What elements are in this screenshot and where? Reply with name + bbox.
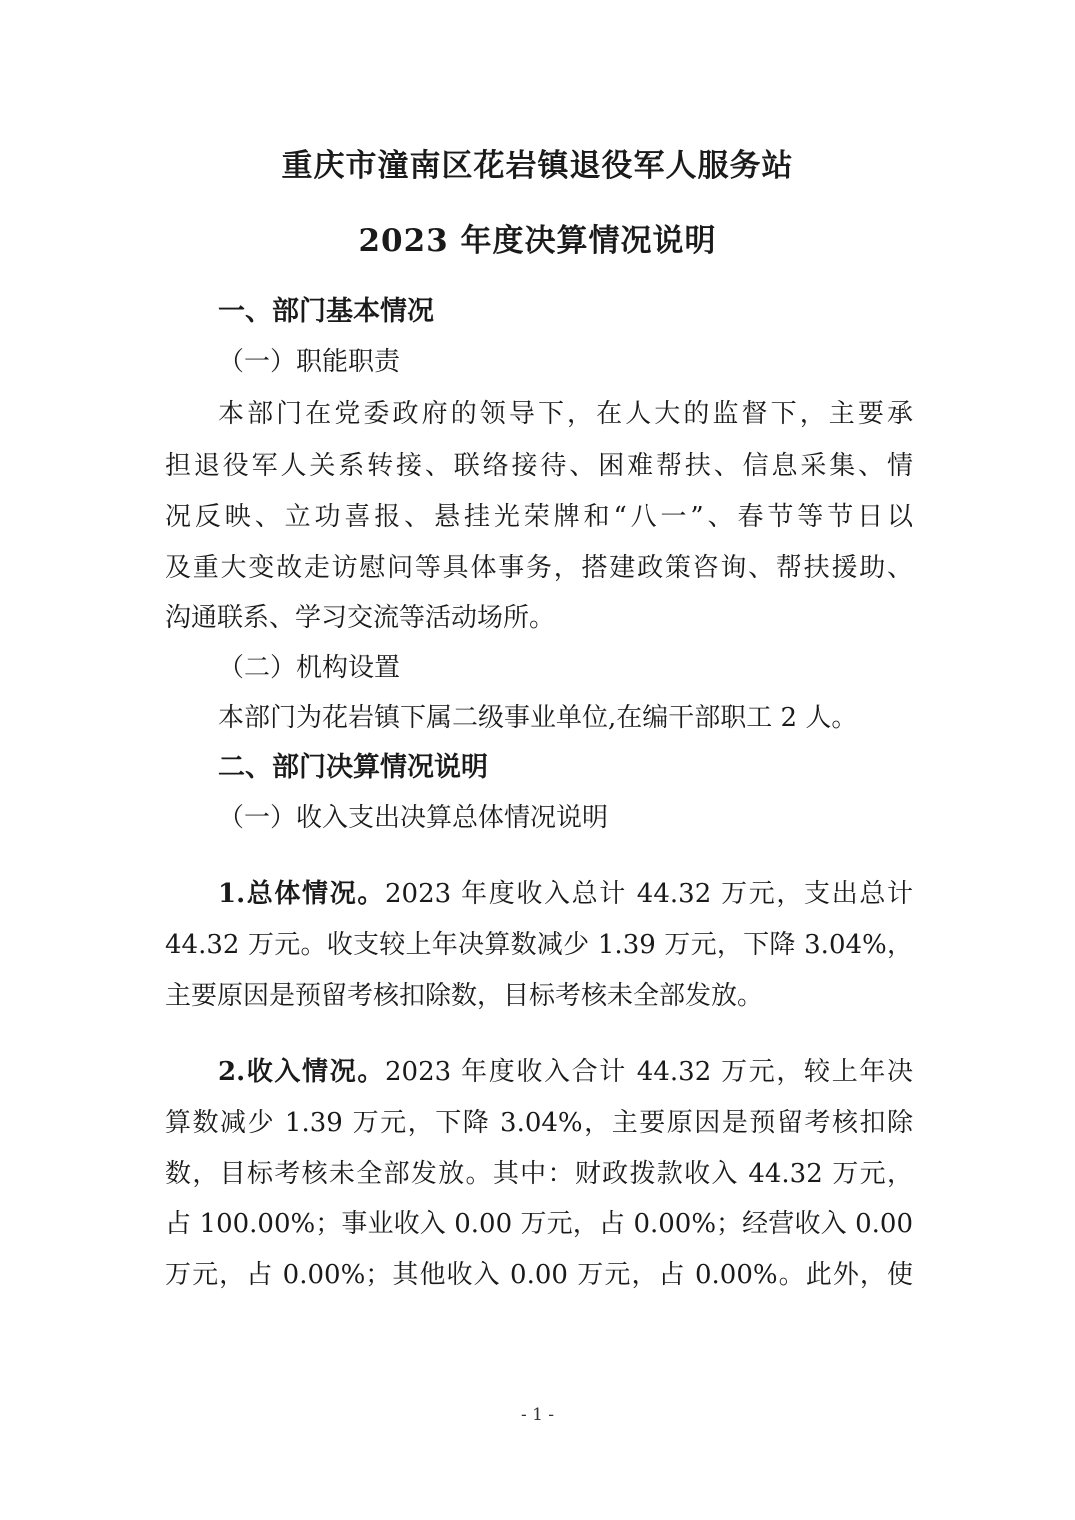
section1-heading: 一、部门基本情况 — [218, 296, 434, 327]
paragraph-line: 本部门在党委政府的领导下，在人大的监督下，主要承 — [218, 399, 913, 429]
section2-sub1-heading: （一）收入支出决算总体情况说明 — [218, 803, 609, 833]
document-title-line2: 2023 年度决算情况说明 — [358, 223, 717, 259]
section1-sub1-heading: （一）职能职责 — [218, 347, 401, 377]
item1-label: 1.总体情况。 — [218, 879, 385, 909]
paragraph-line — [218, 1055, 913, 1089]
paragraph-line: 本部门为花岩镇下属二级事业单位,在编干部职工 2 人。 — [218, 703, 858, 733]
paragraph-line: 及重大变故走访慰问等具体事务，搭建政策咨询、帮扶援助、 — [165, 553, 913, 583]
paragraph-line: 算数减少 1.39 万元，下降 3.04%，主要原因是预留考核扣除 — [165, 1108, 913, 1138]
item2-label: 2.收入情况。 — [218, 1057, 385, 1087]
section1-sub2-heading: （二）机构设置 — [218, 653, 401, 683]
paragraph-line: 44.32 万元。收支较上年决算数减少 1.39 万元，下降 3.04%， — [165, 930, 913, 960]
document-title-line1: 重庆市潼南区花岩镇退役军人服务站 — [281, 148, 794, 184]
paragraph-line: 主要原因是预留考核扣除数，目标考核未全部发放。 — [165, 981, 764, 1011]
page-number: - 1 - — [520, 1405, 555, 1425]
paragraph-line: 沟通联系、学习交流等活动场所。 — [165, 603, 556, 633]
paragraph-line: 担退役军人关系转接、联络接待、困难帮扶、信息采集、情 — [165, 451, 913, 481]
paragraph-line: 数，目标考核未全部发放。其中：财政拨款收入 44.32 万元， — [165, 1159, 913, 1189]
item1-text: 2023 年度收入总计 44.32 万元，支出总计 — [384, 879, 913, 909]
paragraph-line: 占 100.00%；事业收入 0.00 万元，占 0.00%；经营收入 0.00 — [165, 1209, 913, 1239]
section2-heading: 二、部门决算情况说明 — [218, 752, 488, 783]
paragraph-line: 万元，占 0.00%；其他收入 0.00 万元，占 0.00%。此外，使 — [165, 1260, 913, 1290]
paragraph-line — [218, 877, 913, 911]
item2-text: 2023 年度收入合计 44.32 万元，较上年决 — [384, 1057, 913, 1087]
paragraph-line: 况反映、立功喜报、悬挂光荣牌和“八一”、春节等节日以 — [165, 502, 913, 532]
